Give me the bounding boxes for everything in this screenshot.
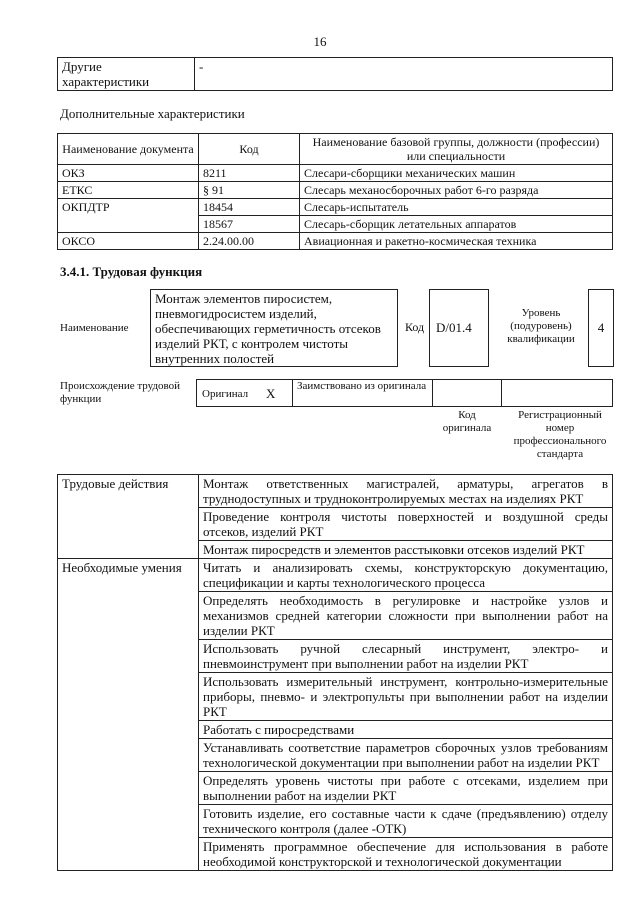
borrowed-label: Заимствовано из оригинала [297, 380, 427, 392]
additional-characteristics-title: Дополнительные характеристики [60, 106, 245, 121]
function-code-box: D/01.4 [429, 289, 489, 367]
code-cell: 18567 [199, 216, 300, 233]
table-header-row [58, 134, 613, 165]
divider [432, 379, 433, 407]
reg-number-label: Регистрационный номер профессионального стандарта [513, 409, 607, 460]
name-cell: Слесарь механосборочных работ 6-го разряда [300, 182, 613, 199]
actions-label: Трудовые действия [58, 475, 199, 559]
header-code: Код [199, 134, 300, 165]
table-row [58, 559, 613, 592]
origin-label: Происхождение трудовой функции [60, 380, 181, 405]
code-cell: 8211 [199, 165, 300, 182]
name-cell: Авиационная и ракетно-космическая техника [300, 233, 613, 250]
header-group-name: Наименование базовой группы, должности (профессии) или специальности [300, 134, 613, 165]
doc-cell: ОКПДТР [58, 199, 199, 233]
additional-characteristics-table [57, 133, 613, 250]
action-item: Монтаж пиросредств и элементов расстыковки отсеков изделий РКТ [199, 541, 613, 559]
doc-cell: ОКСО [58, 233, 199, 250]
code-cell: § 91 [199, 182, 300, 199]
skill-item: Использовать измерительный инструмент, контрольно-измерительные приборы, пневмо- и электропульты при выполнении работ на изделии РКТ [199, 673, 613, 721]
page-number: 16 [313, 34, 327, 49]
code-label: Код [405, 320, 425, 334]
other-characteristics-label: Другие характеристики [58, 58, 195, 91]
doc-cell: ОКЗ [58, 165, 199, 182]
skill-item: Определять уровень чистоты при работе с отсеками, изделием при выполнении работ на изделии РКТ [199, 772, 613, 805]
name-cell: Слесарь-испытатель [300, 199, 613, 216]
code-cell: 2.24.00.00 [199, 233, 300, 250]
skills-label: Необходимые умения [58, 559, 199, 871]
skill-item: Работать с пиросредствами [199, 721, 613, 739]
other-characteristics-value: - [195, 58, 613, 91]
name-label: Наименование [60, 322, 129, 334]
skill-item: Определять необходимость в регулировке и настройке узлов и механизмов средней категории сложности при выполнении работ на изделии РКТ [199, 592, 613, 640]
table-row [58, 165, 613, 182]
table-row [58, 233, 613, 250]
table-row [58, 199, 613, 216]
action-item: Проведение контроля чистоты поверхностей и воздушной среды отсеков, изделий РКТ [199, 508, 613, 541]
level-label: Уровень (подуровень) квалификации [507, 307, 575, 345]
section-title: 3.4.1. Трудовая функция [60, 264, 203, 279]
header-doc-name: Наименование документа [58, 134, 199, 165]
labor-function-table [57, 474, 613, 871]
other-characteristics-table [57, 57, 613, 91]
code-cell: 18454 [199, 199, 300, 216]
original-mark: X [266, 386, 276, 401]
name-cell: Слесари-сборщики механических машин [300, 165, 613, 182]
skill-item: Использовать ручной слесарный инструмент, электро- и пневмоинструмент при выполнении работ на изделии РКТ [199, 640, 613, 673]
table-row [58, 182, 613, 199]
function-name-box: Монтаж элементов пиросистем, пневмогидросистем изделий, обеспечивающих герметичность отсеков изделий РКТ, с контролем чистоты внутренних полостей [150, 289, 398, 367]
action-item: Монтаж ответственных магистралей, арматуры, агрегатов в труднодоступных и трудноконтролируемых местах на изделиях РКТ [199, 475, 613, 508]
skill-item: Применять программное обеспечение для использования в работе необходимой конструкторской и технологической документации [199, 838, 613, 871]
level-value-box: 4 [588, 289, 614, 367]
code-original-label: Код оригинала [442, 409, 492, 434]
skill-item: Готовить изделие, его составные части к сдаче (предъявлению) отделу технического контроля (далее -ОТК) [199, 805, 613, 838]
original-label: Оригинал [202, 388, 249, 400]
divider [292, 379, 293, 407]
divider [501, 379, 502, 407]
skill-item: Читать и анализировать схемы, конструкторскую документацию, спецификации и карты технологического процесса [199, 559, 613, 592]
doc-cell: ЕТКС [58, 182, 199, 199]
table-row [58, 475, 613, 508]
skill-item: Устанавливать соответствие параметров сборочных узлов требованиям технологической документации при выполнении работ на изделии РКТ [199, 739, 613, 772]
name-cell: Слесарь-сборщик летательных аппаратов [300, 216, 613, 233]
